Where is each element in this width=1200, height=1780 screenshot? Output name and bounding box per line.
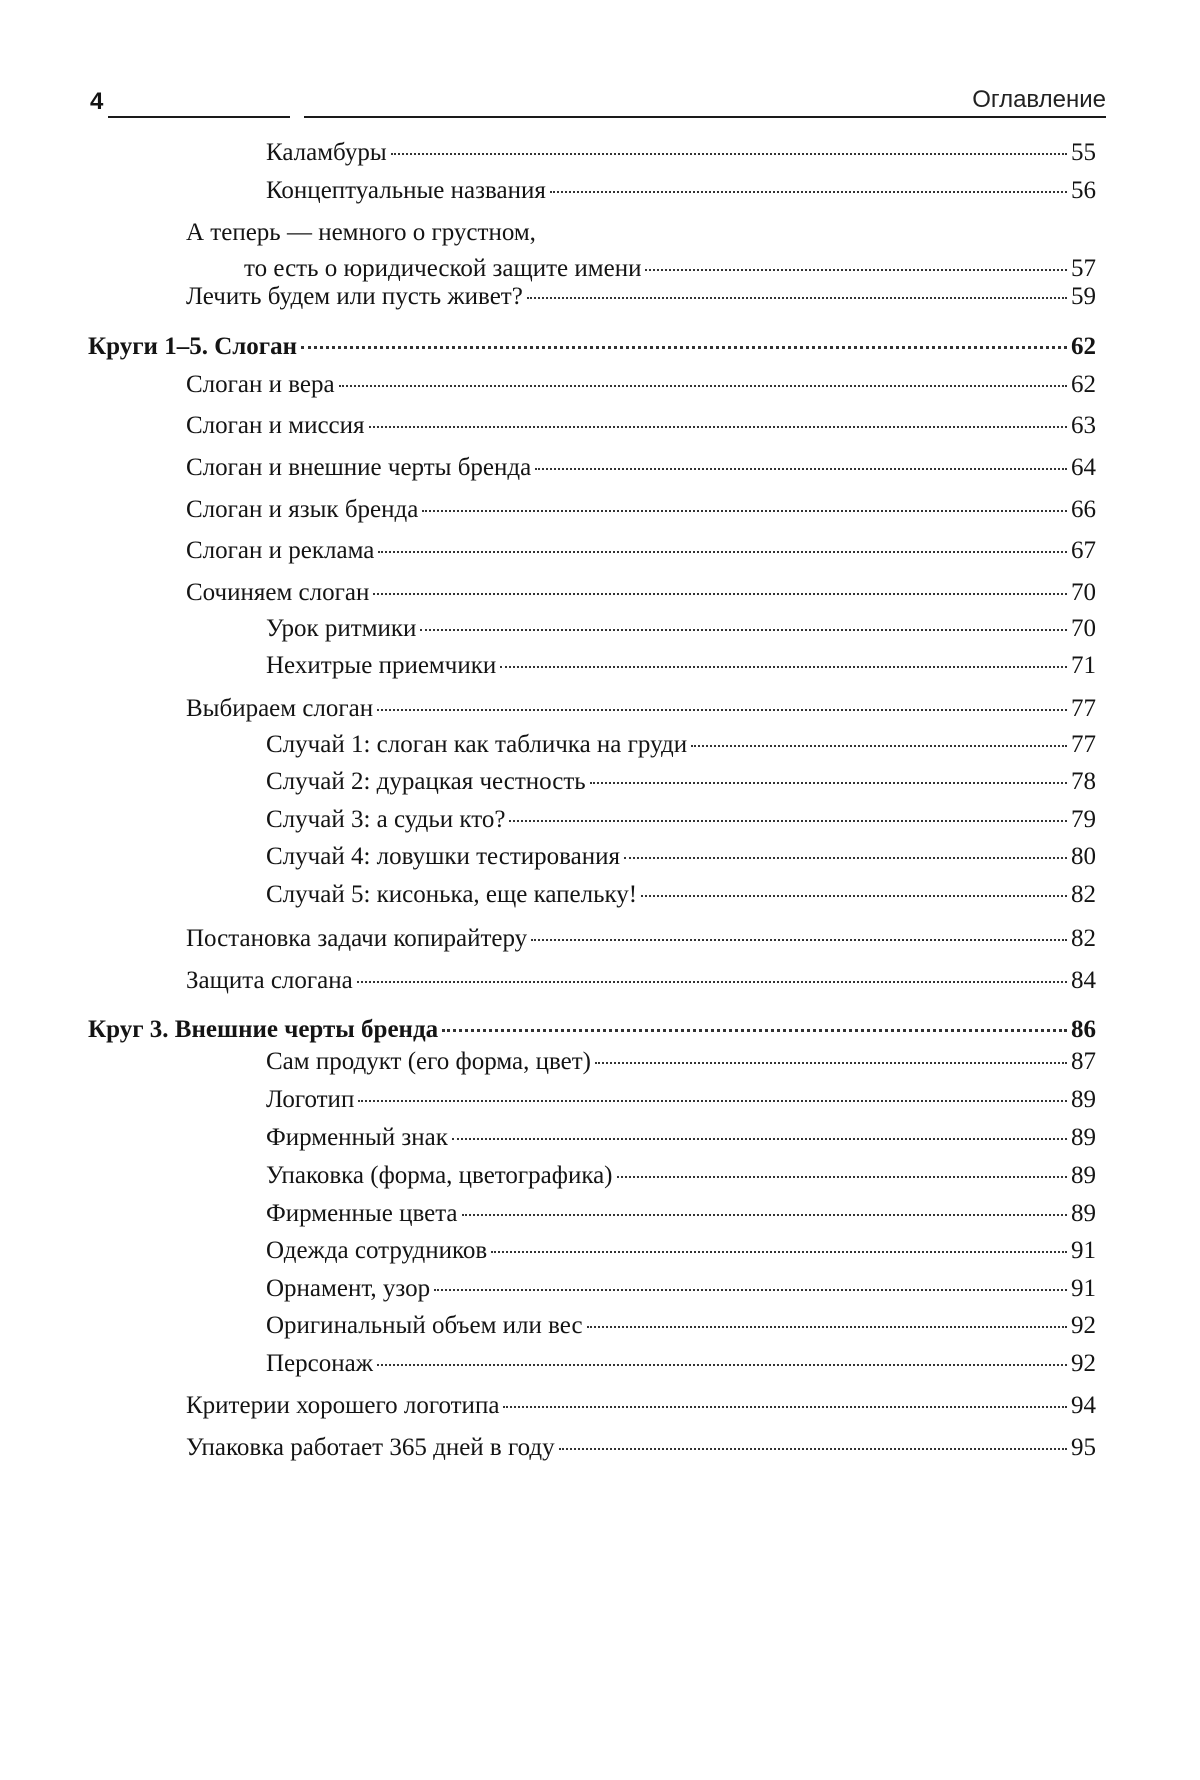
toc-entry-title: Одежда сотрудников (266, 1237, 488, 1264)
toc-entry-title: Круг 3. Внешние черты бренда (88, 1016, 439, 1043)
toc-entry-title: Упаковка работает 365 дней в году (186, 1434, 555, 1461)
toc-chapter[interactable] (88, 1015, 1096, 1045)
dot-leader (535, 468, 1067, 470)
toc-entry-page: 71 (1071, 652, 1096, 679)
toc-entry-title: Фирменный знак (266, 1124, 448, 1151)
dot-leader (491, 1251, 1067, 1253)
toc-entry[interactable] (266, 1311, 1096, 1341)
toc-entry-page: 57 (1071, 255, 1096, 282)
toc-entry[interactable] (266, 730, 1096, 760)
dot-leader (377, 1364, 1067, 1366)
toc-entry-page: 77 (1071, 731, 1096, 758)
dot-leader (452, 1138, 1067, 1140)
toc-entry-page: 64 (1071, 454, 1096, 481)
toc-entry[interactable] (266, 1085, 1096, 1115)
dot-leader (369, 426, 1067, 428)
toc-entry-title: Круги 1–5. Слоган (88, 333, 298, 360)
toc-entry-page: 55 (1071, 139, 1096, 166)
toc-entry[interactable] (266, 842, 1096, 872)
dot-leader (339, 385, 1067, 387)
dot-leader (559, 1448, 1067, 1450)
toc-entry-page: 80 (1071, 843, 1096, 870)
toc-entry-page: 56 (1071, 177, 1096, 204)
toc-entry-page: 62 (1071, 333, 1096, 360)
toc-entry-title: Случай 3: а судьи кто? (266, 806, 506, 833)
page-header (90, 82, 1106, 122)
dot-leader (617, 1176, 1067, 1178)
toc-entry[interactable] (186, 218, 1096, 284)
toc-entry-title: Каламбуры (266, 139, 387, 166)
toc-entry[interactable] (266, 767, 1096, 797)
dot-leader (301, 346, 1067, 349)
dot-leader (462, 1214, 1067, 1216)
dot-leader (442, 1029, 1067, 1032)
toc-entry-title: Слоган и внешние черты бренда (186, 454, 532, 481)
toc-entry-title: Случай 2: дурацкая честность (266, 768, 586, 795)
toc-entry[interactable] (186, 578, 1096, 608)
toc-entry-title: Защита слогана (186, 967, 353, 994)
toc-entry[interactable] (186, 924, 1096, 954)
toc-entry-page: 89 (1071, 1200, 1096, 1227)
toc-entry-title: Логотип (266, 1086, 355, 1113)
dot-leader (641, 895, 1067, 897)
toc-entry-page: 67 (1071, 537, 1096, 564)
toc-entry-page: 77 (1071, 695, 1096, 722)
running-head: Оглавление (972, 86, 1106, 113)
toc-entry-title: Урок ритмики (266, 615, 417, 642)
dot-leader (527, 297, 1067, 299)
dot-leader (595, 1062, 1067, 1064)
dot-leader (531, 939, 1067, 941)
toc-entry[interactable] (186, 282, 1096, 312)
toc-entry[interactable] (266, 1047, 1096, 1077)
toc-entry-title: Орнамент, узор (266, 1275, 431, 1302)
toc-entry-page: 91 (1071, 1275, 1096, 1302)
dot-leader (373, 593, 1067, 595)
dot-leader (503, 1406, 1067, 1408)
toc-entry-title: Постановка задачи копирайтеру (186, 925, 528, 952)
toc-entry-page: 89 (1071, 1162, 1096, 1189)
toc-entry-page: 87 (1071, 1048, 1096, 1075)
toc-entry[interactable] (186, 1391, 1096, 1421)
toc-entry-page: 63 (1071, 412, 1096, 439)
dot-leader (422, 510, 1067, 512)
dot-leader (691, 745, 1067, 747)
dot-leader (420, 629, 1067, 631)
toc-entry[interactable] (266, 805, 1096, 835)
page-number: 4 (90, 88, 104, 115)
toc-entry-page: 91 (1071, 1237, 1096, 1264)
dot-leader (391, 153, 1067, 155)
toc-entry-title: Лечить будем или пусть живет? (186, 283, 523, 310)
toc-entry-title: Фирменные цвета (266, 1200, 458, 1227)
toc-entry[interactable] (186, 411, 1096, 441)
dot-leader (377, 709, 1067, 711)
dot-leader (645, 269, 1067, 271)
dot-leader (378, 551, 1067, 553)
dot-leader (358, 1100, 1067, 1102)
dot-leader (500, 666, 1067, 668)
toc-entry[interactable] (266, 176, 1096, 206)
toc-entry-title: Сочиняем слоган (186, 579, 370, 606)
toc-entry-page: 59 (1071, 283, 1096, 310)
toc-entry[interactable] (266, 651, 1096, 681)
toc-entry-page: 70 (1071, 615, 1096, 642)
toc-entry-page: 89 (1071, 1124, 1096, 1151)
toc-entry[interactable] (266, 1236, 1096, 1266)
toc-chapter[interactable] (88, 332, 1096, 362)
toc-entry[interactable] (186, 536, 1096, 566)
toc-entry-title: Слоган и реклама (186, 537, 375, 564)
toc-entry-page: 82 (1071, 881, 1096, 908)
toc-entry-title: Слоган и вера (186, 371, 335, 398)
toc-entry-page: 70 (1071, 579, 1096, 606)
toc-entry[interactable] (186, 495, 1096, 525)
toc-entry[interactable] (266, 1161, 1096, 1191)
dot-leader (624, 857, 1067, 859)
toc-entry[interactable] (266, 138, 1096, 168)
toc-entry-title: Случай 5: кисонька, еще капельку! (266, 881, 638, 908)
toc-entry-page: 94 (1071, 1392, 1096, 1419)
toc-entry[interactable] (186, 1433, 1096, 1463)
dot-leader (590, 782, 1067, 784)
toc-entry-title: Критерии хорошего логотипа (186, 1392, 500, 1419)
toc-entry-page: 82 (1071, 925, 1096, 952)
dot-leader (509, 820, 1067, 822)
toc-entry-title: Слоган и миссия (186, 412, 365, 439)
toc-entry-title: А теперь — немного о грустном, (186, 219, 536, 246)
toc-entry-title: Сам продукт (его форма, цвет) (266, 1048, 591, 1075)
toc-entry[interactable] (266, 1199, 1096, 1229)
toc-entry-page: 86 (1071, 1016, 1096, 1043)
toc-entry-title: Выбираем слоган (186, 695, 374, 722)
toc-entry[interactable] (266, 1274, 1096, 1304)
toc-entry-page: 92 (1071, 1350, 1096, 1377)
toc-entry-page: 95 (1071, 1434, 1096, 1461)
toc-entry-page: 62 (1071, 371, 1096, 398)
toc-entry[interactable] (266, 1349, 1096, 1379)
header-rule (108, 116, 1106, 118)
toc-entry-title: Упаковка (форма, цветографика) (266, 1162, 613, 1189)
toc-entry-title-continued: то есть о юридической защите имени (244, 255, 642, 282)
toc-entry-title: Концептуальные названия (266, 177, 546, 204)
toc-entry-page: 78 (1071, 768, 1096, 795)
toc-entry-title: Оригинальный объем или вес (266, 1312, 583, 1339)
dot-leader (550, 191, 1067, 193)
toc-entry-page: 89 (1071, 1086, 1096, 1113)
toc-entry[interactable] (186, 966, 1096, 996)
toc-entry[interactable] (186, 453, 1096, 483)
toc-entry[interactable] (266, 614, 1096, 644)
toc-entry-title: Нехитрые приемчики (266, 652, 497, 679)
toc-entry-page: 79 (1071, 806, 1096, 833)
toc-entry[interactable] (186, 370, 1096, 400)
toc-entry[interactable] (266, 1123, 1096, 1153)
dot-leader (434, 1289, 1067, 1291)
toc-entry-page: 92 (1071, 1312, 1096, 1339)
toc-entry-title: Персонаж (266, 1350, 373, 1377)
dot-leader (587, 1326, 1067, 1328)
toc-entry[interactable] (266, 880, 1096, 910)
toc-entry-page: 84 (1071, 967, 1096, 994)
toc-entry-page: 66 (1071, 496, 1096, 523)
toc-entry-title: Случай 4: ловушки тестирования (266, 843, 620, 870)
dot-leader (357, 981, 1067, 983)
toc-entry-title: Слоган и язык бренда (186, 496, 419, 523)
toc-entry[interactable] (186, 694, 1096, 724)
toc-entry-title: Случай 1: слоган как табличка на груди (266, 731, 688, 758)
